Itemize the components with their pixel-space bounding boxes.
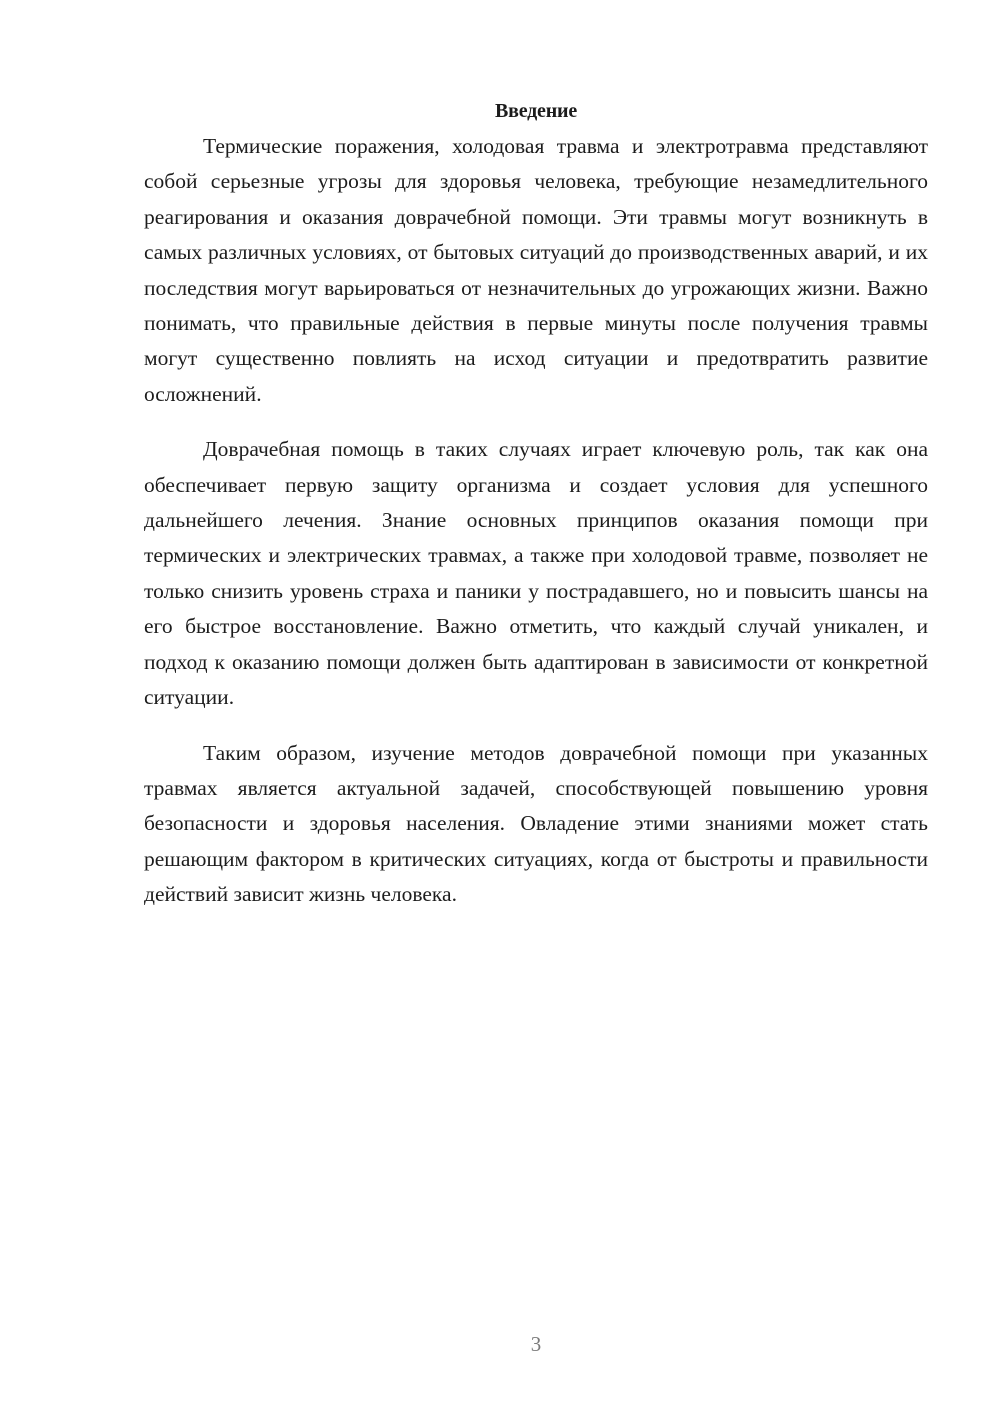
paragraph-2: Доврачебная помощь в таких случаях играет ключевую роль, так как она обеспечивает первую защиту организма и создает условия для успешного дальнейшего лечения. Знание основных принципов оказания помощи при термических и электрических травмах, а также при холодовой травме, позволяет не только снизить уровень страха и паники у пострадавшего, но и повысить шансы на его быстрое восстановление. Важно отметить, что каждый случай уникален, и подход к оказанию помощи должен быть адаптирован в зависимости от конкретной ситуации. xyxy=(144,437,928,710)
paragraph-1: Термические поражения, холодовая травма и электротравма представляют собой серьезные угрозы для здоровья человека, требующие незамедлительного реагирования и оказания доврачебной помощи. Эти травмы могут возникнуть в самых различных условиях, от бытовых ситуаций до производственных аварий, и их последствия могут варьироваться от незначительных до угрожающих жизни. Важно понимать, что правильные действия в первые минуты после получения травмы могут существенно повлиять на исход ситуации и предотвратить развитие осложнений. xyxy=(144,134,928,406)
page-content xyxy=(144,93,928,913)
paragraph-3: Таким образом, изучение методов доврачебной помощи при указанных травмах является актуальной задачей, способствующей повышению уровня безопасности и здоровья населения. Овладение этими знаниями может стать решающим фактором в критических ситуациях, когда от быстроты и правильности действий зависит жизнь человека. xyxy=(144,740,928,907)
section-title: Введение xyxy=(494,100,578,122)
page-number: 3 xyxy=(530,1332,542,1356)
